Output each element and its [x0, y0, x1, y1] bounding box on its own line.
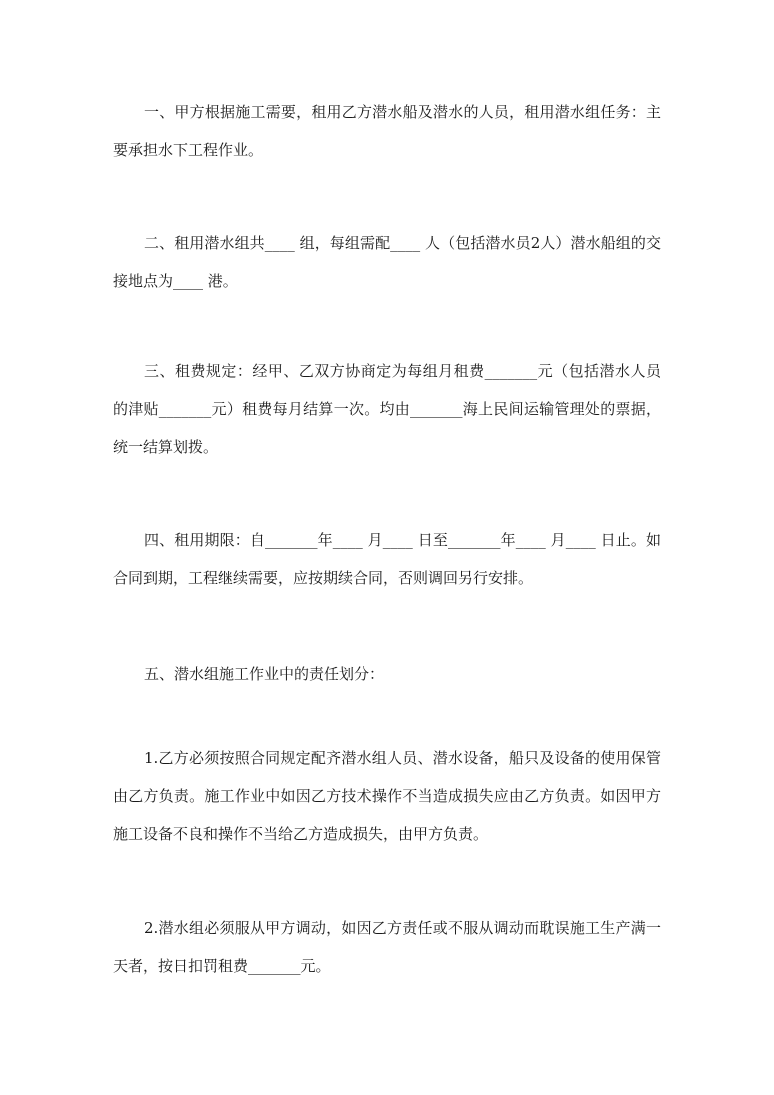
- paragraph-5-responsibility-heading: 五、潜水组施工作业中的责任划分：: [144, 665, 385, 683]
- paragraph-4-term: 四、租用期限：自_______年____ 月____ 日至_______年____ 月____ 日止。如合同到期，工程继续需要，应按期续合同，否则调回另行安排。: [113, 531, 661, 587]
- paragraph-2-team-size: 二、租用潜水组共____ 组，每组需配____ 人（包括潜水员2人）潜水船组的交接地点为____ 港。: [113, 234, 661, 290]
- paragraph-6-clause-1: 1.乙方必须按照合同规定配齐潜水组人员、潜水设备，船只及设备的使用保管由乙方负责。施工作业中如因乙方技术操作不当造成损失应由乙方负责。如因甲方施工设备不良和操作不当给乙方造成损失，由甲方负责。: [113, 749, 661, 843]
- paragraph-7-clause-2: 2.潜水组必须服从甲方调动，如因乙方责任或不服从调动而耽误施工生产满一天者，按日扣罚租费_______元。: [113, 919, 661, 975]
- paragraph-1-task: 一、甲方根据施工需要，租用乙方潜水船及潜水的人员，租用潜水组任务：主要承担水下工程作业。: [113, 103, 661, 159]
- paragraph-3-fees: 三、租费规定：经甲、乙双方协商定为每组月租费_______元（包括潜水人员的津贴_______元）租费每月结算一次。均由_______海上民间运输管理处的票据，统一结算划拨。: [113, 362, 661, 456]
